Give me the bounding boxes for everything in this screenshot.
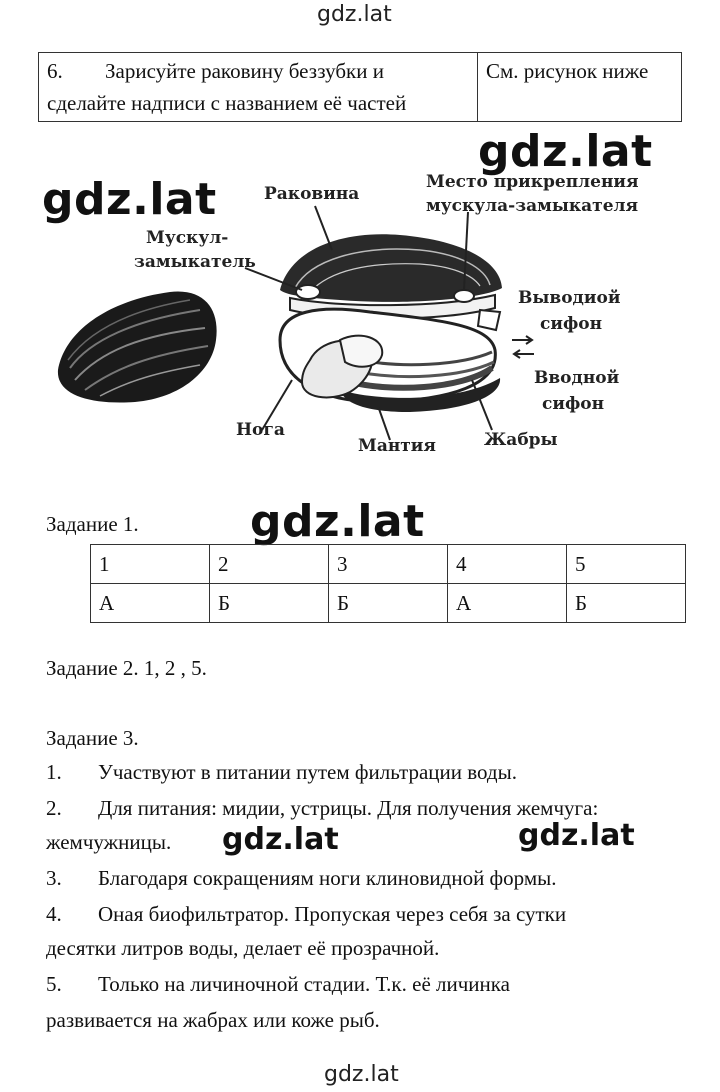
watermark-mid: gdz.lat [250, 496, 425, 547]
task1-answer-cell: А [448, 584, 567, 623]
task1-answer-cell: Б [210, 584, 329, 623]
watermark-top: gdz.lat [317, 2, 392, 27]
watermark-bottom: gdz.lat [324, 1062, 399, 1087]
task6-question-cell [39, 53, 478, 122]
task3-item-number: 3. [46, 866, 62, 890]
label-attach-line2: мускула-замыкателя [426, 196, 639, 216]
label-in-siphon-line2: сифон [542, 394, 605, 414]
label-shell: Раковина [264, 184, 360, 204]
label-mantle: Мантия [358, 436, 436, 456]
watermark-big-right: gdz.lat [478, 126, 653, 177]
task3-item-text: Благодаря сокращениям ноги клиновидной формы. [98, 866, 557, 890]
task3-item-1 [46, 756, 517, 789]
task6-text-line1: Зарисуйте раковину беззубки и [105, 59, 384, 83]
task3-item-text: Для питания: мидии, устрицы. Для получения жемчуга: [98, 796, 599, 820]
task1-answer-cell: Б [567, 584, 686, 623]
task3-item-4-cont: десятки литров воды, делает её прозрачной. [46, 936, 440, 960]
task6-answer-cell [478, 53, 682, 122]
task1-answer-row [91, 584, 686, 623]
task6-answer: См. рисунок ниже [486, 59, 649, 83]
task2-text: Задание 2. 1, 2 , 5. [46, 656, 207, 680]
task3-item-text: Только на личиночной стадии. Т.к. её личинка [98, 972, 510, 996]
label-attach-line1: Место прикрепления [426, 172, 639, 192]
task1-header-cell: 4 [448, 545, 567, 584]
task3-item-number: 2. [46, 796, 62, 820]
watermark-big-left: gdz.lat [42, 174, 217, 225]
task1-header-cell: 1 [91, 545, 210, 584]
task3-item-number: 4. [46, 902, 62, 926]
task1-header-row [91, 545, 686, 584]
task1-answer-cell: А [91, 584, 210, 623]
task3-item-3 [46, 862, 557, 895]
label-out-siphon-line1: Выводиой [518, 288, 621, 308]
task3-item-2-cont: жемчужницы. [46, 830, 172, 854]
label-gills: Жабры [484, 430, 558, 450]
open-mussel-drawing [280, 234, 534, 412]
task1-title: Задание 1. [46, 512, 139, 536]
task3-item-4 [46, 898, 566, 931]
task3-item-number: 1. [46, 760, 62, 784]
task1-answer-cell: Б [329, 584, 448, 623]
task3-item-text: Участвуют в питании путем фильтрации воды. [98, 760, 517, 784]
label-muscle-line2: замыкатель [134, 252, 256, 272]
task3-item-5 [46, 968, 510, 1001]
label-out-siphon-line2: сифон [540, 314, 603, 334]
watermark-small-left: gdz.lat [222, 822, 339, 857]
task6-table [38, 52, 682, 122]
task3-item-5-cont: развивается на жабрах или коже рыб. [46, 1008, 380, 1032]
task3-item-text: Оная биофильтратор. Пропуская через себя за сутки [98, 902, 567, 926]
label-in-siphon-line1: Вводной [534, 368, 620, 388]
task1-header-cell: 5 [567, 545, 686, 584]
task1-header-cell: 2 [210, 545, 329, 584]
task6-text-line2: сделайте надписи с названием её частей [47, 91, 407, 115]
task1-table [90, 544, 686, 623]
task6-number: 6. [47, 59, 63, 83]
task3-item-number: 5. [46, 972, 62, 996]
task3-title: Задание 3. [46, 726, 139, 750]
task3-item-2 [46, 792, 598, 825]
label-muscle-line1: Мускул- [146, 228, 229, 248]
closed-shell-drawing [58, 292, 217, 403]
task1-header-cell: 3 [329, 545, 448, 584]
label-foot: Нога [236, 420, 285, 440]
watermark-small-right: gdz.lat [518, 818, 635, 853]
